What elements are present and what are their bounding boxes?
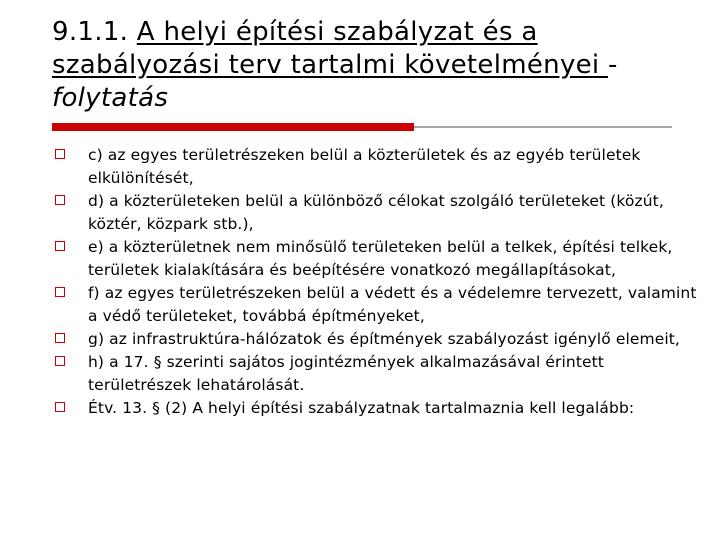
title-number: 9.1.1. — [52, 17, 137, 47]
title-dash: - — [608, 50, 618, 80]
bullet-text: h) a 17. § szerinti sajátos jogintézmények alkalmazásával érintett területrészek lehatárolását. — [88, 353, 604, 394]
bullet-list — [52, 144, 702, 420]
list-item — [52, 328, 702, 351]
bullet-text: e) a közterületnek nem minősülő területeken belül a telkek, építési telkek, területek kialakítására és beépítésére vonatkozó megállapításokat, — [88, 238, 673, 279]
title-main: A helyi építési szabályzat és a szabályozási terv tartalmi követelményei — [52, 17, 609, 80]
bullet-text: f) az egyes területrészeken belül a védett és a védelemre tervezett, valamint a védő területeket, továbbá építményeket, — [88, 284, 697, 325]
list-item — [52, 144, 702, 190]
square-bullet-icon — [55, 149, 65, 159]
square-bullet-icon — [55, 241, 65, 251]
square-bullet-icon — [55, 195, 65, 205]
title-continuation: folytatás — [52, 83, 169, 113]
list-item — [52, 236, 702, 282]
bullet-text: g) az infrastruktúra-hálózatok és építmények szabályozást igénylő elemeit, — [88, 330, 680, 348]
list-item — [52, 397, 702, 420]
list-item — [52, 351, 702, 397]
bullet-text: d) a közterületeken belül a különböző célokat szolgáló területeket (közút, köztér, közpark stb.), — [88, 192, 664, 233]
slide-title — [52, 16, 692, 115]
title-accent-bar — [52, 123, 414, 131]
square-bullet-icon — [55, 287, 65, 297]
bullet-text: c) az egyes területrészeken belül a közterületek és az egyéb területek elkülönítését, — [88, 146, 641, 187]
square-bullet-icon — [55, 333, 65, 343]
list-item — [52, 190, 702, 236]
square-bullet-icon — [55, 356, 65, 366]
list-item — [52, 282, 702, 328]
bullet-text: Étv. 13. § (2) A helyi építési szabályzatnak tartalmaznia kell legalább: — [88, 399, 635, 417]
square-bullet-icon — [55, 402, 65, 412]
